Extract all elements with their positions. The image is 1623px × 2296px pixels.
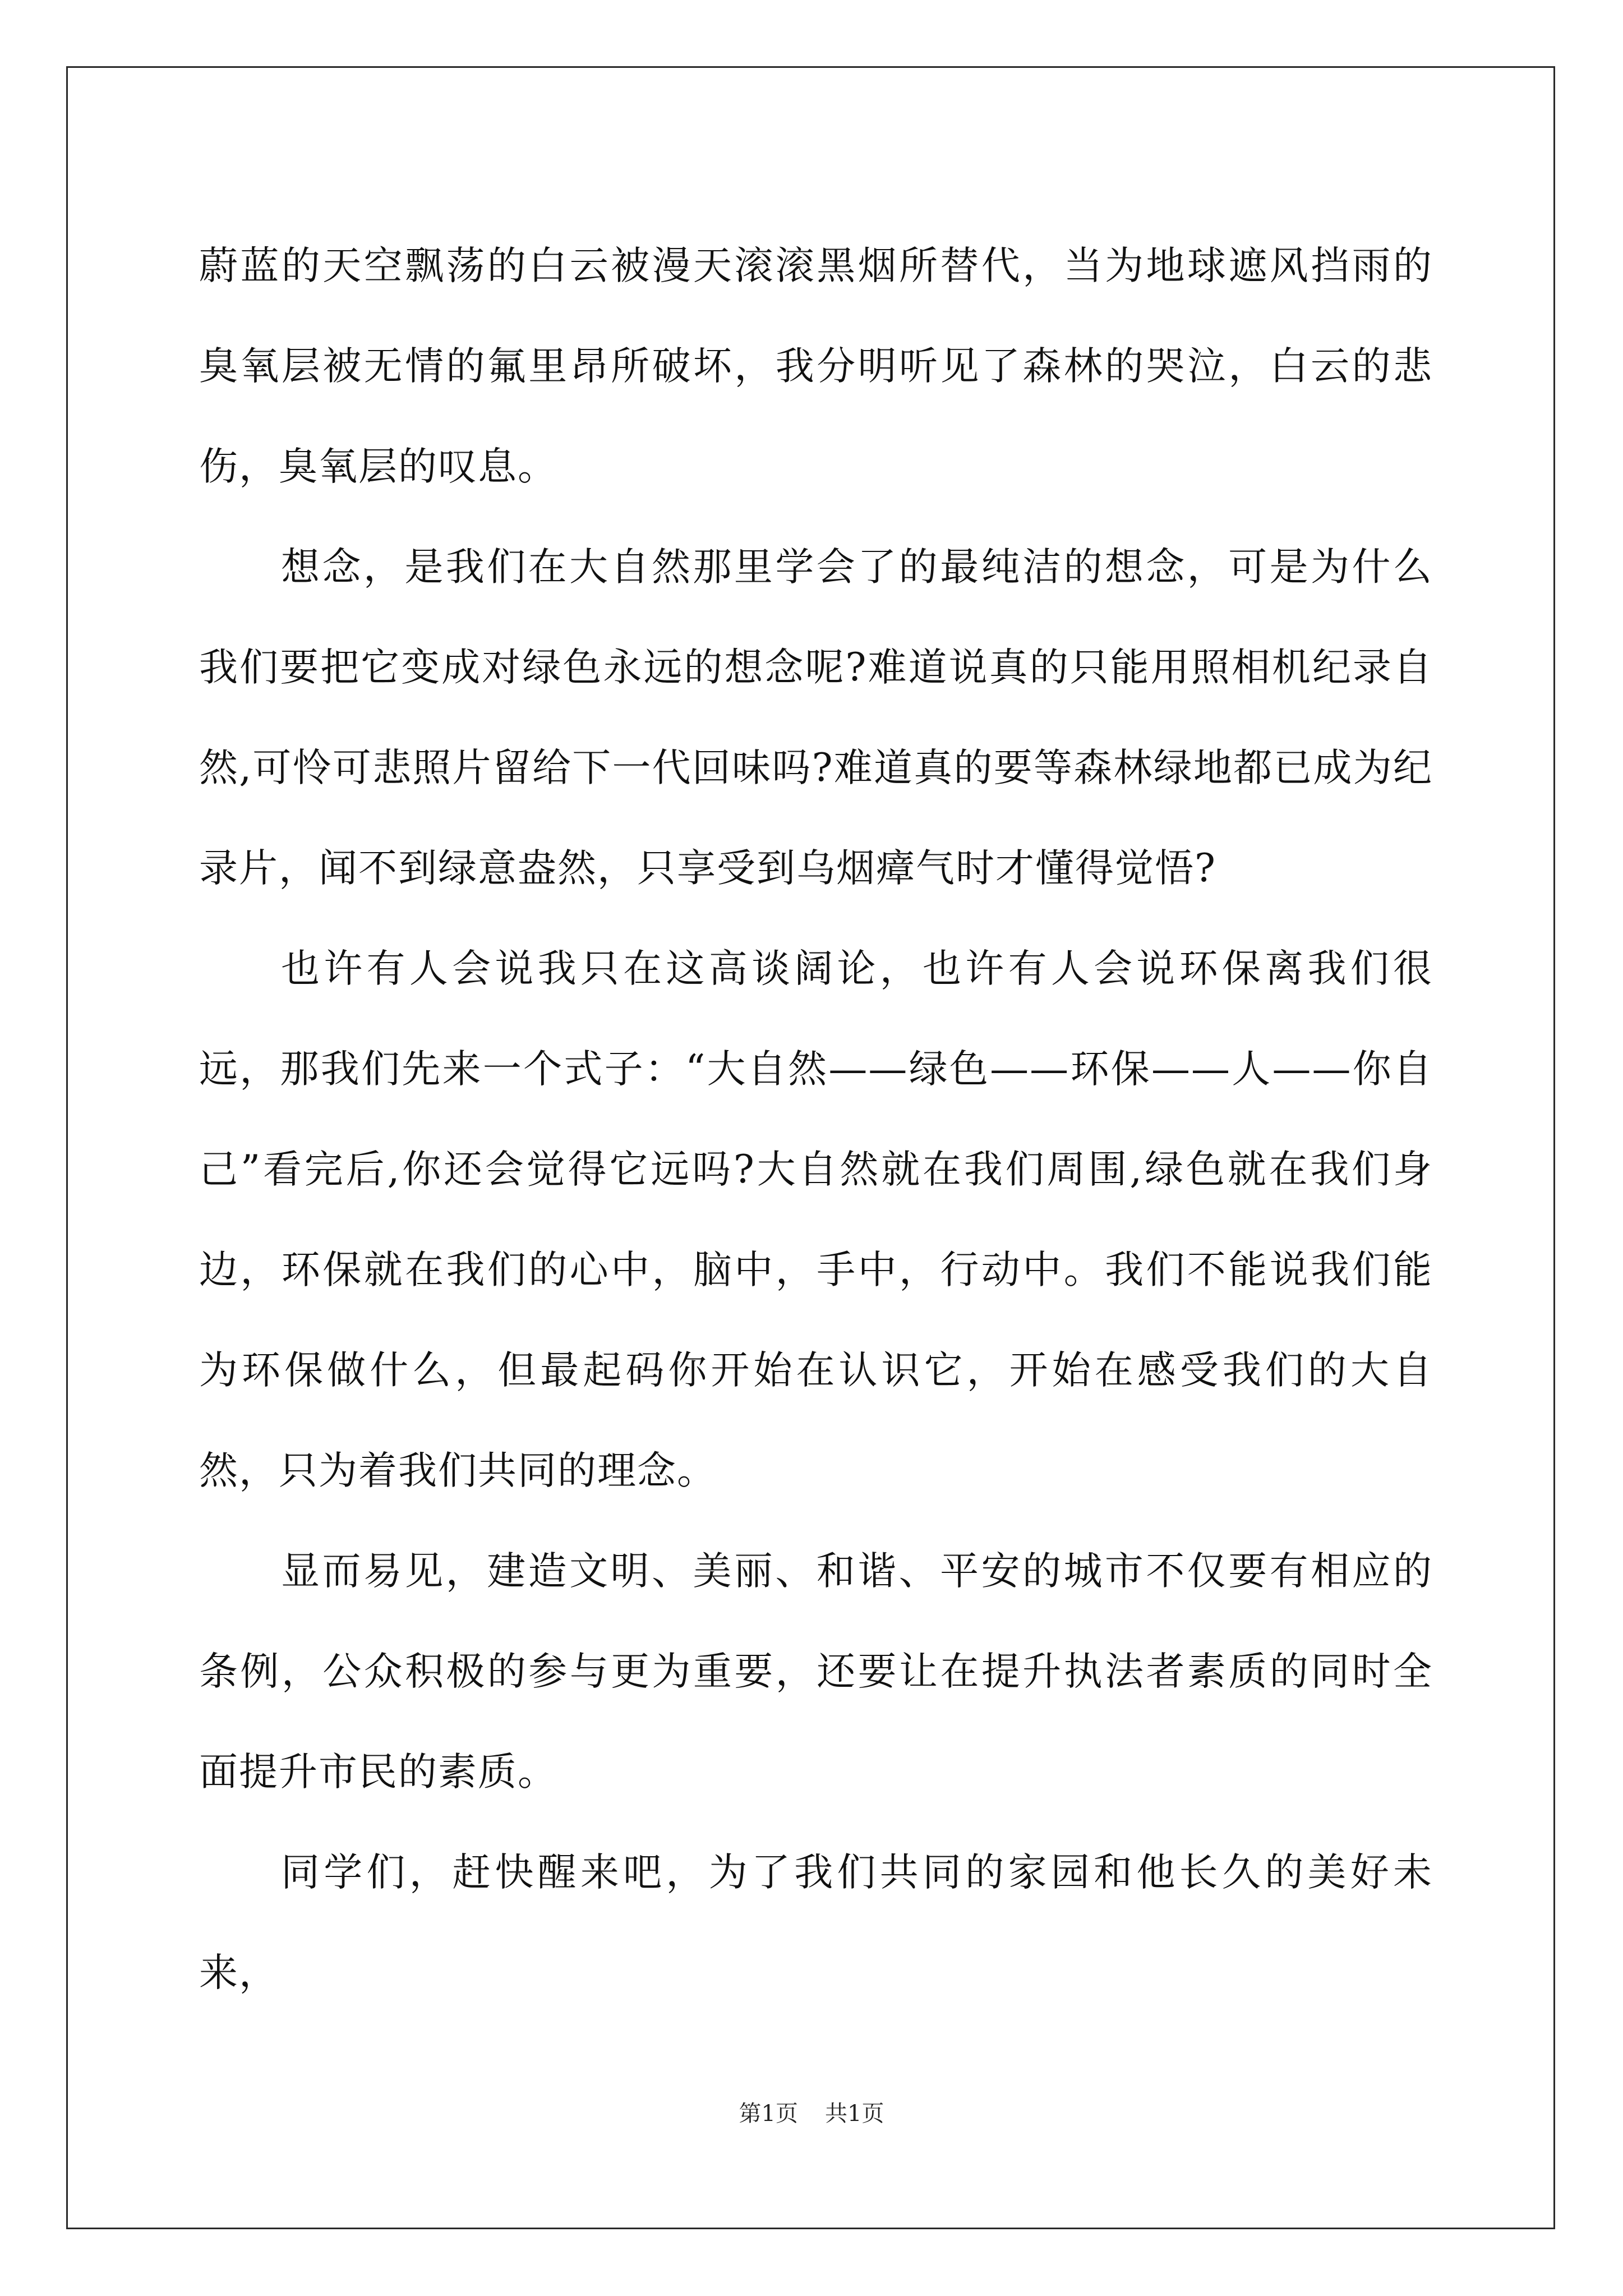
paragraph-3: 也许有人会说我只在这高谈阔论，也许有人会说环保离我们很远，那我们先来一个式子：“大自然——绿色——环保——人——你自己”看完后,你还会觉得它远吗?大自然就在我们周围,绿色就在我们身边，环保就在我们的心中，脑中，手中，行动中。我们不能说我们能为环保做什么，但最起码你开始在认识它，开始在感受我们的大自然，只为着我们共同的理念。 <box>199 946 1433 1493</box>
paragraph-1: 蔚蓝的天空飘荡的白云被漫天滚滚黑烟所替代，当为地球遮风挡雨的臭氧层被无情的氟里昂所破坏，我分明听见了森林的哭泣，白云的悲伤，臭氧层的叹息。 <box>199 243 1433 489</box>
paragraph-2: 想念，是我们在大自然那里学会了的最纯洁的想念，可是为什么我们要把它变成对绿色永远的想念呢?难道说真的只能用照相机纪录自然,可怜可悲照片留给下一代回味吗?难道真的要等森林绿地都已成为纪录片，闻不到绿意盎然，只享受到乌烟瘴气时才懂得觉悟? <box>199 545 1433 891</box>
page-footer <box>0 2098 1623 2129</box>
page-number-total: 共1页 <box>825 2101 884 2127</box>
paragraph-4: 显而易见，建造文明、美丽、和谐、平安的城市不仅要有相应的条例，公众积极的参与更为重要，还要让在提升执法者素质的同时全面提升市民的素质。 <box>199 1549 1433 1795</box>
paragraph-5: 同学们，赶快醒来吧，为了我们共同的家园和他长久的美好未来， <box>199 1850 1433 1995</box>
page-number-current: 第1页 <box>739 2101 798 2127</box>
document-body <box>199 216 1433 2023</box>
